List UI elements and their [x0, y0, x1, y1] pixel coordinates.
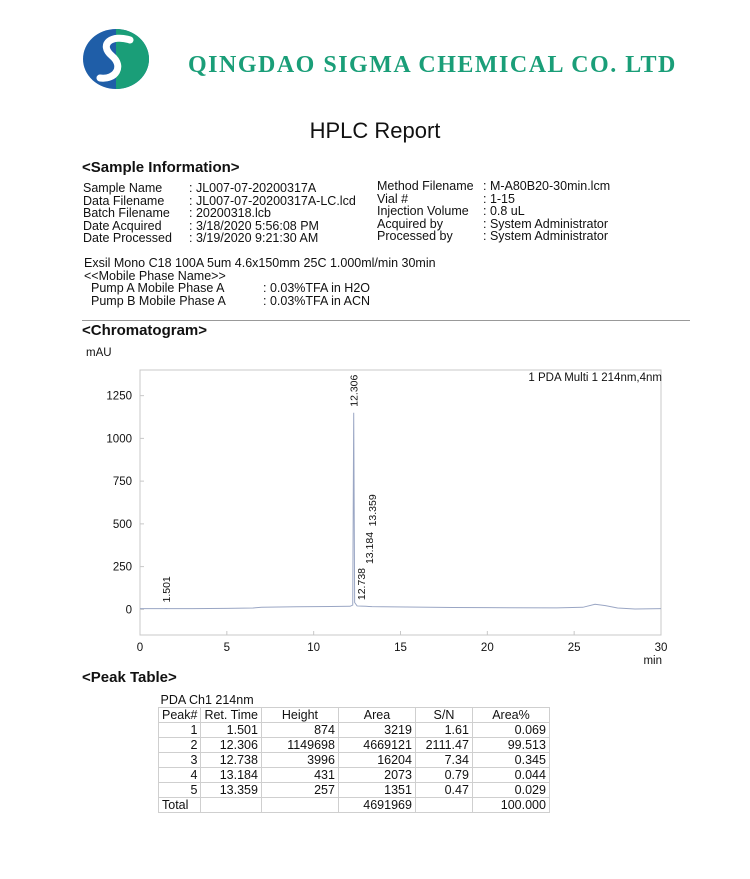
column-info: Exsil Mono C18 100A 5um 4.6x150mm 25C 1.000ml/min 30min — [84, 256, 436, 270]
table-cell: 1149698 — [261, 738, 338, 753]
table-cell: 2111.47 — [415, 738, 472, 753]
table-row — [159, 738, 550, 753]
y-tick-label: 1250 — [106, 390, 132, 403]
field-value: : 3/18/2020 5:56:08 PM — [189, 218, 319, 233]
field-value: : M-A80B20-30min.lcm — [483, 179, 611, 193]
x-tick-label: 15 — [394, 642, 407, 654]
table-cell: 0.069 — [472, 723, 549, 738]
chromatogram-heading: <Chromatogram> — [82, 322, 208, 339]
peak-table-channel-row — [159, 693, 550, 708]
table-row — [159, 723, 550, 738]
x-axis-ticks — [137, 631, 668, 654]
table-cell: 0.345 — [472, 753, 549, 768]
field-label: Acquired by — [377, 216, 444, 231]
field-label: Batch Filename — [83, 206, 170, 220]
x-tick-label: 10 — [307, 642, 321, 654]
peak-table-channel: PDA Ch1 214nm — [160, 693, 254, 707]
company-name: QINGDAO SIGMA CHEMICAL CO. LTD — [188, 52, 677, 78]
peak-label: 12.306 — [348, 374, 361, 407]
peak-label: 13.184 — [363, 531, 376, 565]
table-cell: 0.47 — [415, 783, 472, 798]
chromatogram-chart — [80, 340, 680, 670]
sigma-s-logo-icon — [82, 28, 150, 90]
table-cell: 0.044 — [472, 768, 549, 783]
table-cell: 2 — [159, 738, 201, 753]
field-label: Method Filename — [377, 179, 474, 193]
table-cell: 4 — [159, 768, 201, 783]
field-value: : JL007-07-20200317A — [189, 181, 317, 195]
table-cell: Total — [159, 798, 201, 813]
table-cell: 99.513 — [472, 738, 549, 753]
table-cell: 3 — [159, 753, 201, 768]
y-tick-label: 750 — [112, 476, 132, 489]
field-value: : 0.03%TFA in ACN — [263, 293, 370, 308]
table-cell: 13.359 — [201, 783, 262, 798]
field-label: Date Acquired — [83, 218, 162, 233]
field-value: : System Administrator — [483, 216, 609, 231]
table-cell: 1 — [159, 723, 201, 738]
field-label: Data Filename — [83, 193, 165, 208]
table-cell: 12.306 — [201, 738, 262, 753]
field-label: Pump A Mobile Phase A — [91, 281, 225, 295]
table-total-row — [159, 798, 550, 813]
plot-frame — [140, 370, 661, 635]
x-tick-label: 25 — [567, 642, 581, 654]
peak-labels — [161, 374, 379, 602]
field-value: : JL007-07-20200317A-LC.lcd — [189, 193, 356, 208]
table-cell: 16204 — [338, 753, 415, 768]
column-header: Peak# — [159, 708, 201, 723]
mobile-phase-list — [91, 282, 391, 308]
table-cell — [261, 798, 338, 813]
column-header: Ret. Time — [201, 708, 262, 723]
table-cell: 3219 — [338, 723, 415, 738]
y-tick-label: 250 — [112, 561, 132, 574]
company-logo — [82, 28, 150, 90]
column-header: Area% — [472, 708, 549, 723]
peak-label: 13.359 — [367, 494, 380, 527]
peak-table-header-row — [159, 708, 550, 723]
report-title: HPLC Report — [309, 118, 441, 143]
field-value: : 0.03%TFA in H2O — [263, 281, 370, 295]
y-tick-label: 1000 — [106, 433, 132, 446]
field-label: Injection Volume — [377, 204, 469, 218]
y-axis-label: mAU — [86, 347, 112, 359]
table-cell: 0.029 — [472, 783, 549, 798]
peak-label: 1.501 — [161, 576, 174, 603]
table-cell: 3996 — [261, 753, 338, 768]
peak-table-heading: <Peak Table> — [82, 669, 177, 686]
table-row — [159, 753, 550, 768]
sample-info-right — [377, 180, 677, 244]
sample-info-heading: <Sample Information> — [82, 159, 240, 176]
field-value: : System Administrator — [483, 229, 609, 243]
table-cell: 4669121 — [338, 738, 415, 753]
field-label: Date Processed — [83, 231, 172, 245]
table-cell — [201, 798, 262, 813]
table-cell: 100.000 — [472, 798, 549, 813]
field-label: Pump B Mobile Phase A — [91, 293, 226, 308]
table-cell: 12.738 — [201, 753, 262, 768]
peak-label: 12.738 — [356, 567, 369, 601]
x-tick-label: 0 — [136, 642, 144, 654]
field-value: : 0.8 uL — [483, 204, 525, 218]
table-cell: 431 — [261, 768, 338, 783]
table-cell: 5 — [159, 783, 201, 798]
table-cell: 0.79 — [415, 768, 472, 783]
table-cell: 1.61 — [415, 723, 472, 738]
table-cell — [415, 798, 472, 813]
table-row — [159, 783, 550, 798]
chart-legend: 1 PDA Multi 1 214nm,4nm — [528, 372, 662, 384]
field-value: : 3/19/2020 9:21:30 AM — [189, 231, 319, 245]
y-axis-ticks — [106, 391, 144, 617]
sample-info-left — [83, 182, 373, 246]
column-header: S/N — [415, 708, 472, 723]
column-header: Area — [338, 708, 415, 723]
table-cell: 7.34 — [415, 753, 472, 768]
chromatogram-trace — [140, 413, 661, 609]
x-tick-label: 30 — [654, 642, 668, 654]
table-row — [159, 768, 550, 783]
field-value: : 1-15 — [483, 191, 515, 206]
field-label: Vial # — [377, 191, 409, 206]
y-tick-label: 500 — [112, 518, 132, 531]
x-tick-label: 5 — [223, 642, 231, 654]
section-divider — [82, 320, 690, 321]
column-header: Height — [261, 708, 338, 723]
peak-table — [158, 693, 550, 813]
table-cell: 4691969 — [338, 798, 415, 813]
field-label: Processed by — [377, 229, 453, 243]
mobile-phase-heading: <<Mobile Phase Name>> — [84, 269, 226, 283]
table-cell: 1351 — [338, 783, 415, 798]
x-axis-label: min — [643, 655, 662, 667]
table-cell: 257 — [261, 783, 338, 798]
table-cell: 874 — [261, 723, 338, 738]
table-cell: 1.501 — [201, 723, 262, 738]
table-cell: 13.184 — [201, 768, 262, 783]
field-label: Sample Name — [83, 181, 163, 195]
table-cell: 2073 — [338, 768, 415, 783]
field-value: : 20200318.lcb — [189, 206, 272, 220]
x-tick-label: 20 — [480, 642, 494, 654]
y-tick-label: 0 — [125, 604, 132, 617]
